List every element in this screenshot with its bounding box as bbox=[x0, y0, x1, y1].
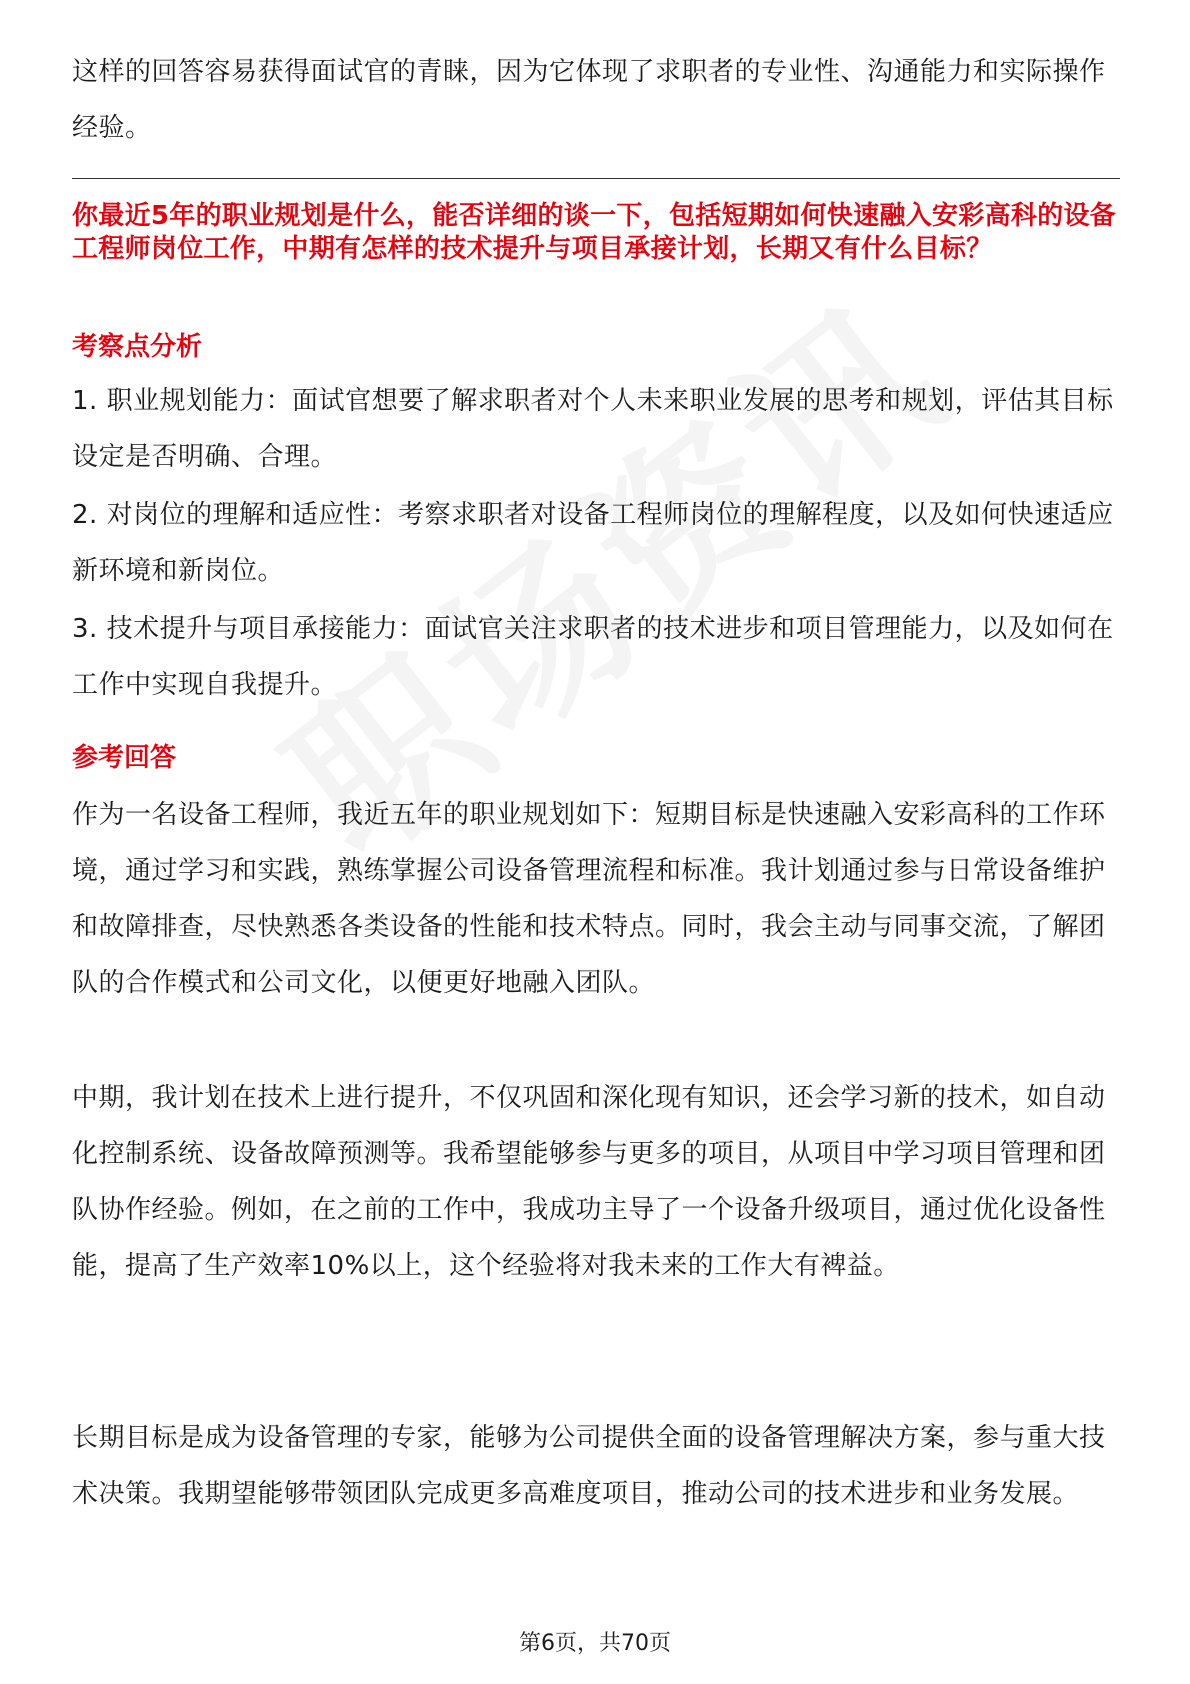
question-text: 你最近5年的职业规划是什么，能否详细的谈一下，包括短期如何快速融入安彩高科的设备工程师岗位工作，中期有怎样的技术提升与项目承接计划，长期又有什么目标？ bbox=[72, 201, 1117, 264]
intro-paragraph: 这样的回答容易获得面试官的青睐，因为它体现了求职者的专业性、沟通能力和实际操作经验。 bbox=[72, 57, 1106, 143]
page-number: 第6页，共70页 bbox=[519, 1631, 671, 1656]
answer-paragraph-long-term: 长期目标是成为设备管理的专家，能够为公司提供全面的设备管理解决方案，参与重大技术决策。我期望能够带领团队完成更多高难度项目，推动公司的技术进步和业务发展。 bbox=[72, 1423, 1106, 1509]
answer-paragraph-short-term: 作为一名设备工程师，我近五年的职业规划如下：短期目标是快速融入安彩高科的工作环境，通过学习和实践，熟练掌握公司设备管理流程和标准。我计划通过参与日常设备维护和故障排查，尽快熟悉各类设备的性能和技术特点。同时，我会主动与同事交流，了解团队的合作模式和公司文化，以便更好地融入团队。 bbox=[72, 800, 1106, 998]
analysis-list bbox=[72, 373, 1120, 715]
analysis-heading: 考察点分析 bbox=[72, 332, 203, 362]
analysis-item: 1. 职业规划能力：面试官想要了解求职者对个人未来职业发展的思考和规划，评估其目标设定是否明确、合理。 bbox=[72, 386, 1114, 472]
answer-paragraph-mid-term: 中期，我计划在技术上进行提升，不仅巩固和深化现有知识，还会学习新的技术，如自动化控制系统、设备故障预测等。我希望能够参与更多的项目，从项目中学习项目管理和团队协作经验。例如，在之前的工作中，我成功主导了一个设备升级项目，通过优化设备性能，提高了生产效率10%以上，这个经验将对我未来的工作大有裨益。 bbox=[72, 1083, 1106, 1281]
section-divider bbox=[72, 178, 1120, 179]
analysis-item: 3. 技术提升与项目承接能力：面试官关注求职者的技术进步和项目管理能力，以及如何在工作中实现自我提升。 bbox=[72, 614, 1114, 700]
answer-heading: 参考回答 bbox=[72, 743, 177, 773]
analysis-item: 2. 对岗位的理解和适应性：考察求职者对设备工程师岗位的理解程度，以及如何快速适应新环境和新岗位。 bbox=[72, 500, 1114, 586]
